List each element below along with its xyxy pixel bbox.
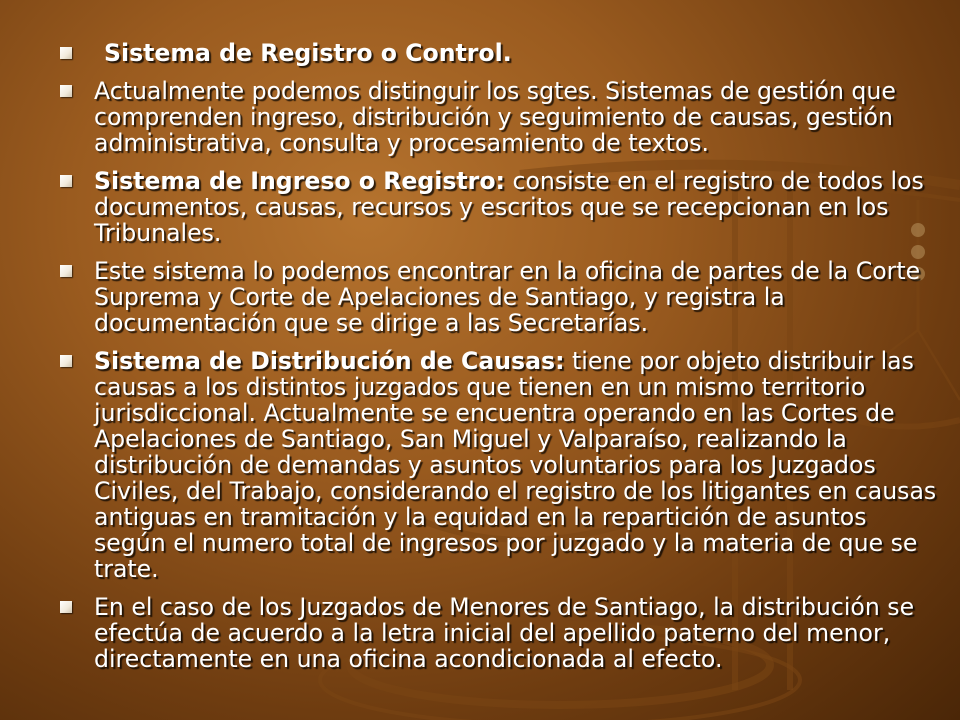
square-bullet-icon <box>60 355 72 367</box>
bullet-item-2 <box>60 78 940 156</box>
item-4-text: Este sistema lo podemos encontrar en la oficina de partes de la Corte Suprema y Corte de Apelaciones de Santiago, y registra la documentación que se dirige a las Secretarías. <box>94 257 921 337</box>
item-5-text: tiene por objeto distribuir las causas a los distintos juzgados que tienen en un mismo territorio jurisdiccional. Actualmente se encuentra operando en las Cortes de Apelaciones de Santiago, San Miguel y Valparaíso, realizando la distribución de demandas y asuntos voluntarios para los Juzgados Civiles, del Trabajo, considerando el registro de los litigantes en causas antiguas en tramitación y la equidad en la repartición de asuntos según el numero total de ingresos por juzgado y la materia de que se trate. <box>94 347 937 583</box>
item-2-text: Actualmente podemos distinguir los sgtes. Sistemas de gestión que comprenden ingreso, distribución y seguimiento de causas, gestión administrativa, consulta y procesamiento de textos. <box>94 77 896 157</box>
item-5-bold: Sistema de Distribución de Causas: <box>94 347 565 375</box>
bullet-item-1 <box>60 40 940 66</box>
square-bullet-icon <box>60 85 72 97</box>
square-bullet-icon <box>60 47 72 59</box>
item-1-bold: Sistema de Registro o Control. <box>104 39 512 67</box>
item-3-bold: Sistema de Ingreso o Registro: <box>94 167 505 195</box>
square-bullet-icon <box>60 601 72 613</box>
bullet-list <box>60 40 940 684</box>
bullet-item-3 <box>60 168 940 246</box>
bullet-item-6 <box>60 594 940 672</box>
bullet-item-5 <box>60 348 940 582</box>
square-bullet-icon <box>60 265 72 277</box>
square-bullet-icon <box>60 175 72 187</box>
bullet-item-4 <box>60 258 940 336</box>
item-6-text: En el caso de los Juzgados de Menores de Santiago, la distribución se efectúa de acuerdo a la letra inicial del apellido paterno del menor, directamente en una oficina acondicionada al efecto. <box>94 593 915 673</box>
item-3-text: consiste en el registro de todos los documentos, causas, recursos y escritos que se recepcionan en los Tribunales. <box>94 167 924 247</box>
